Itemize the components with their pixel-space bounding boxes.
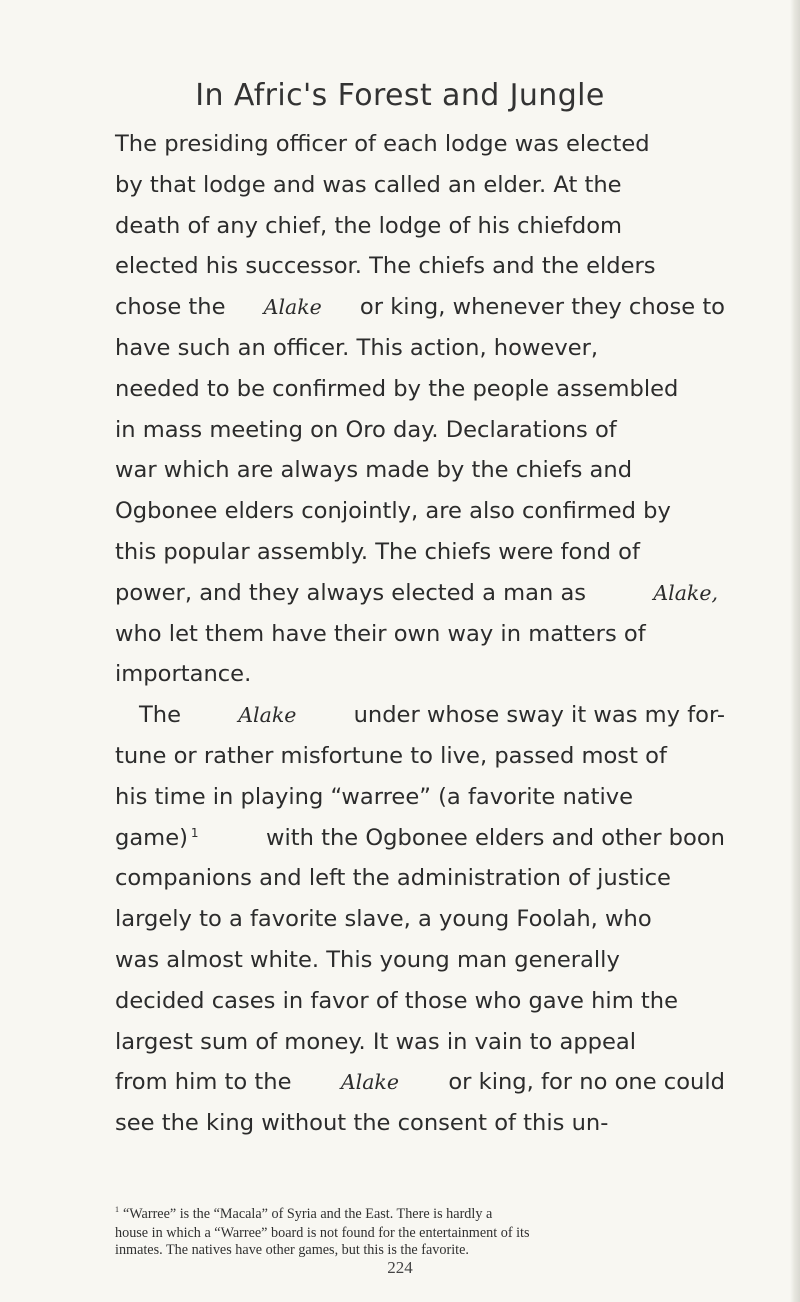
line-text: with the Ogbonee elders and other boon: [265, 824, 725, 851]
line-text: or king, for no one could: [448, 1069, 725, 1096]
body-line: war which are always made by the chiefs and: [115, 457, 633, 484]
body-line: largest sum of money. It was in vain to appeal: [115, 1028, 637, 1055]
italic-term: Alake,: [653, 580, 718, 605]
line-text: power, and they always elected a man as: [115, 579, 587, 606]
line-text: [115, 818, 199, 859]
line-text-part: game): [115, 824, 188, 851]
footnote-line-text: [115, 1206, 492, 1225]
footnote-line: [115, 1206, 725, 1225]
italic-term: Alake: [340, 1070, 399, 1095]
page-edge-shadow: [790, 0, 800, 1302]
line-text: The: [139, 702, 182, 729]
line-text: under whose sway it was my for-: [353, 702, 725, 729]
body-line: tune or rather misfortune to live, passed most of: [115, 742, 667, 769]
body-line: have such an officer. This action, however,: [115, 334, 599, 361]
body-line: importance.: [115, 661, 252, 688]
body-line: elected his successor. The chiefs and the elders: [115, 253, 656, 280]
line-text: chose the: [115, 294, 226, 321]
italic-term: Alake: [238, 703, 297, 728]
body-line: Ogbonee elders conjointly, are also confirmed by: [115, 498, 671, 525]
italic-term: Alake: [263, 295, 322, 320]
body-line: needed to be confirmed by the people assembled: [115, 375, 679, 402]
footnote-marker: 1: [115, 1205, 119, 1214]
body-line: who let them have their own way in matters of: [115, 620, 646, 647]
footnote-text: “Warree” is the “Macala” of Syria and the East. There is hardly a: [123, 1206, 493, 1222]
body-line: see the king without the consent of this un-: [115, 1110, 609, 1137]
footnote-reference: 1: [190, 825, 199, 840]
body-line: decided cases in favor of those who gave him the: [115, 987, 678, 1014]
page-number: 224: [387, 1258, 413, 1277]
body-line: was almost white. This young man generally: [115, 946, 620, 973]
body-line: [115, 1062, 725, 1103]
body-line: [115, 695, 725, 736]
line-text: or king, whenever they chose to: [359, 294, 725, 321]
body-line: [115, 573, 725, 614]
body-line: this popular assembly. The chiefs were fond of: [115, 538, 640, 565]
body-line: [115, 818, 725, 859]
body-line: in mass meeting on Oro day. Declarations of: [115, 416, 617, 443]
body-line: largely to a favorite slave, a young Foolah, who: [115, 906, 652, 933]
footnote: [115, 1206, 725, 1260]
line-text: from him to the: [115, 1069, 292, 1096]
footnote-line: house in which a “Warree” board is not found for the entertainment of its: [115, 1224, 530, 1241]
body-text: [115, 124, 725, 1144]
footnote-line: inmates. The natives have other games, but this is the favorite.: [115, 1242, 469, 1258]
body-line: The presiding officer of each lodge was elected: [115, 131, 650, 157]
running-head: In Afric's Forest and Jungle: [195, 78, 605, 113]
body-line: his time in playing “warree” (a favorite native: [115, 783, 634, 810]
body-line: [115, 287, 725, 328]
body-line: companions and left the administration of justice: [115, 865, 671, 892]
body-line: death of any chief, the lodge of his chiefdom: [115, 212, 623, 239]
body-line: by that lodge and was called an elder. At the: [115, 171, 622, 198]
